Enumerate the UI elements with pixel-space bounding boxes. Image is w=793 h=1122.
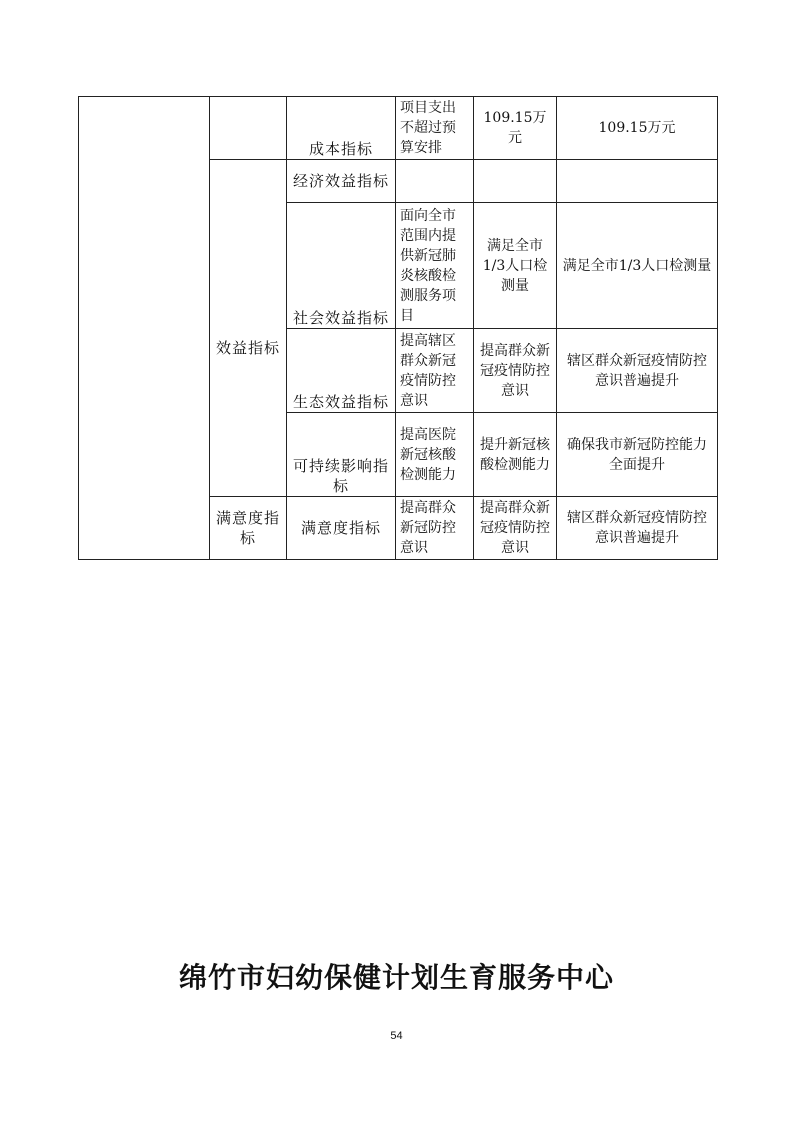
indicator-content-cell: 面向全市范围内提供新冠肺炎核酸检测服务项目: [396, 203, 474, 329]
indicator-content-cell: [396, 160, 474, 203]
table-cell-blank: [210, 97, 287, 160]
indicator-name-cell: 经济效益指标: [287, 160, 396, 203]
actual-value-cell: 辖区群众新冠疫情防控意识普遍提升: [557, 497, 718, 560]
target-value-cell: 提高群众新冠疫情防控意识: [474, 497, 557, 560]
target-value-cell: 提高群众新冠疫情防控意识: [474, 329, 557, 413]
performance-indicator-table: [78, 96, 718, 560]
table-row: [79, 97, 718, 160]
actual-value-cell: 满足全市1/3人口检测量: [557, 203, 718, 329]
target-value-cell: 提升新冠核酸检测能力: [474, 413, 557, 497]
page-number: 54: [390, 1030, 403, 1042]
group-label-cell: 效益指标: [210, 160, 287, 497]
actual-value-cell: 确保我市新冠防控能力全面提升: [557, 413, 718, 497]
indicator-content-cell: 提高医院新冠核酸检测能力: [396, 413, 474, 497]
organization-name: 绵竹市妇幼保健计划生育服务中心: [178, 961, 614, 994]
indicator-name-cell: 成本指标: [287, 97, 396, 160]
actual-value-cell: 辖区群众新冠疫情防控意识普遍提升: [557, 329, 718, 413]
actual-value-cell: [557, 160, 718, 203]
target-value-cell: 109.15万元: [474, 97, 557, 160]
actual-value-cell: 109.15万元: [557, 97, 718, 160]
group-label-cell: 满意度指标: [210, 497, 287, 560]
table-cell-blank: [79, 97, 210, 560]
target-value-cell: [474, 160, 557, 203]
indicator-content-cell: 提高群众新冠防控意识: [396, 497, 474, 560]
target-value-cell: 满足全市1/3人口检测量: [474, 203, 557, 329]
indicator-name-cell: 生态效益指标: [287, 329, 396, 413]
indicator-content-cell: 项目支出不超过预算安排: [396, 97, 474, 160]
indicator-content-cell: 提高辖区群众新冠疫情防控意识: [396, 329, 474, 413]
indicator-name-cell: 社会效益指标: [287, 203, 396, 329]
indicator-name-cell: 可持续影响指标: [287, 413, 396, 497]
indicator-name-cell: 满意度指标: [287, 497, 396, 560]
